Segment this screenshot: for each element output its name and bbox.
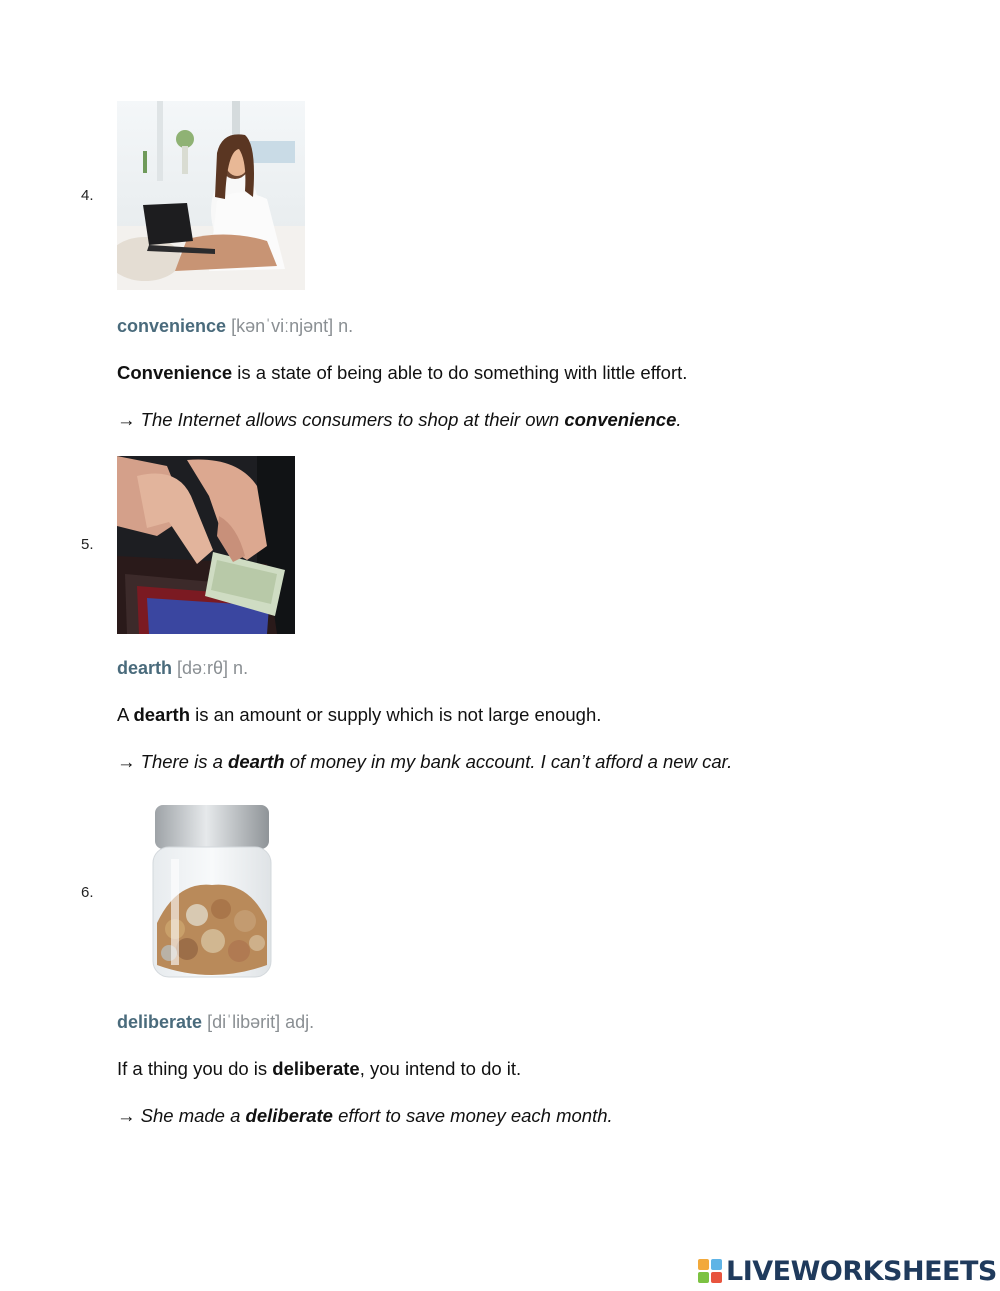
example-text: → She made a (117, 1105, 246, 1126)
example-text: → There is a (117, 751, 229, 772)
definition-keyword: dearth (133, 704, 191, 725)
entry-number: 4. (81, 187, 94, 204)
example-sentence (117, 1105, 613, 1127)
definition-text: is a state of being able to do something with little effort. (232, 362, 688, 383)
example-keyword: convenience (564, 409, 677, 430)
logo-wordmark: LIVEWORKSHEETS (726, 1255, 997, 1287)
entry-number: 6. (81, 884, 94, 901)
example-sentence (117, 409, 682, 431)
headword: deliberate (117, 1012, 203, 1032)
example-text: . (676, 409, 682, 430)
definition (117, 704, 601, 726)
example-keyword: dearth (228, 751, 285, 772)
definition-keyword: deliberate (272, 1058, 360, 1079)
definition-text: A (117, 704, 134, 725)
woman-laptop-illustration (117, 101, 305, 290)
definition (117, 362, 687, 384)
example-sentence (117, 751, 732, 773)
liveworksheets-logo (698, 1254, 997, 1288)
headword: convenience (117, 316, 227, 336)
example-text: effort to save money each month. (332, 1105, 613, 1126)
wallet-cash-illustration (117, 456, 295, 634)
example-text: of money in my bank account. I can’t afford a new car. (284, 751, 733, 772)
pronunciation: [kənˈviːnjənt] n. (231, 316, 354, 336)
logo-mark-icon (698, 1259, 722, 1283)
wallet-cash-image (117, 456, 295, 634)
definition-text: If a thing you do is (117, 1058, 273, 1079)
example-text: → The Internet allows consumers to shop at their own (117, 409, 565, 430)
definition (117, 1058, 521, 1080)
coin-jar-image (117, 803, 307, 985)
headword-line (117, 1012, 314, 1033)
woman-laptop-image (117, 101, 305, 290)
pronunciation: [dəːrθ] n. (177, 658, 249, 678)
definition-keyword: Convenience (117, 362, 233, 383)
headword: dearth (117, 658, 173, 678)
example-keyword: deliberate (245, 1105, 333, 1126)
coin-jar-illustration (117, 803, 307, 985)
logo-block (698, 1259, 709, 1270)
logo-block (711, 1272, 722, 1283)
headword-line (117, 316, 353, 337)
logo-block (711, 1259, 722, 1270)
headword-line (117, 658, 248, 679)
pronunciation: [diˈlibərit] adj. (207, 1012, 315, 1032)
definition-text: is an amount or supply which is not large enough. (190, 704, 602, 725)
logo-block (698, 1272, 709, 1283)
definition-text: , you intend to do it. (359, 1058, 522, 1079)
entry-number: 5. (81, 536, 94, 553)
